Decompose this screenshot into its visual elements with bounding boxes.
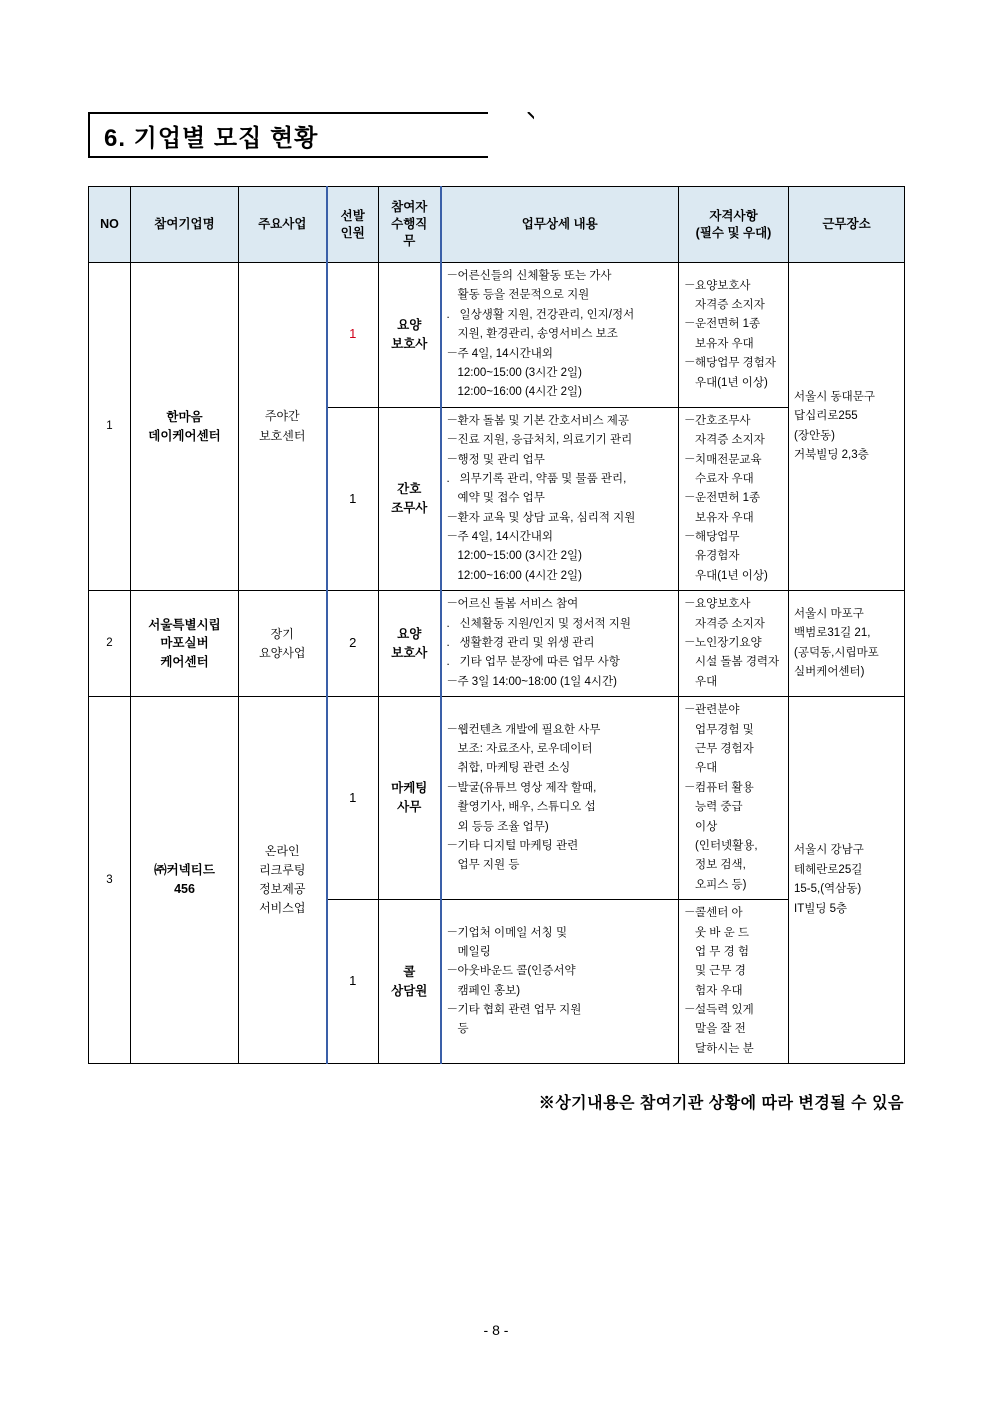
detail-text: 12:00~15:00 (3시간 2일) xyxy=(457,366,582,379)
cell-qualification xyxy=(679,407,789,591)
text-line: 보호사 xyxy=(391,645,428,660)
cell-company xyxy=(131,697,239,1064)
bullet-mark: . xyxy=(446,656,450,669)
text-line: 보호사 xyxy=(391,336,428,351)
cell-count: 1 xyxy=(327,900,379,1064)
bullet-mark: . xyxy=(446,637,450,650)
header-business: 주요사업 xyxy=(239,187,327,263)
qualification-list xyxy=(684,277,783,392)
detail-line xyxy=(684,1040,783,1058)
bullet-mark: － xyxy=(684,531,696,544)
detail-line xyxy=(447,489,674,507)
text-line: 마케팅 xyxy=(391,781,428,796)
detail-line xyxy=(684,451,783,469)
detail-text: 업무 지원 등 xyxy=(457,859,520,872)
bullet-mark: － xyxy=(446,839,458,852)
detail-line xyxy=(684,374,783,392)
detail-text: 기타 디지털 마케팅 관련 xyxy=(457,839,579,852)
detail-line xyxy=(447,982,674,1000)
bullet-mark: － xyxy=(684,781,696,794)
detail-line xyxy=(684,431,783,449)
detail-line xyxy=(447,856,674,874)
table-row xyxy=(89,697,905,900)
text-line: 보호센터 xyxy=(259,428,306,443)
detail-line xyxy=(684,943,783,961)
detail-text: 우대(1년 이상) xyxy=(695,376,768,389)
detail-line xyxy=(447,267,674,285)
detail-text: 신체활동 지원/인지 및 정서적 지원 xyxy=(459,617,631,630)
qualification-list xyxy=(684,412,783,586)
text-line: 요양 xyxy=(397,626,422,641)
company-name xyxy=(136,861,233,899)
cell-business xyxy=(239,697,327,1064)
detail-line xyxy=(684,489,783,507)
text-line: 장기 xyxy=(270,626,294,641)
detail-text: 발굴(유튜브 영상 제작 할때, xyxy=(457,781,597,794)
detail-text: 환자 교육 및 상담 교육, 심리적 지원 xyxy=(457,511,636,524)
detail-line xyxy=(447,470,674,488)
bullet-mark: － xyxy=(446,434,458,447)
business-name xyxy=(244,407,321,445)
title-corner-decoration xyxy=(488,112,534,158)
detail-text: 생활환경 관리 및 위생 관리 xyxy=(459,637,595,650)
detail-text: 요양보호사 xyxy=(695,279,751,292)
detail-text: 행정 및 관리 업무 xyxy=(457,453,545,466)
detail-line xyxy=(447,673,674,691)
detail-text: 말을 잘 전 xyxy=(695,1023,746,1036)
cell-place xyxy=(789,263,905,591)
text-line: 테헤란로25길 xyxy=(794,863,863,876)
qualification-list xyxy=(684,595,783,691)
detail-text: 어르신 돌봄 서비스 참여 xyxy=(457,598,579,611)
detail-line xyxy=(684,315,783,333)
detail-line xyxy=(447,779,674,797)
cell-duty xyxy=(379,407,441,591)
detail-text: 관련분야 xyxy=(695,704,740,717)
text-line: 서울특별시립 xyxy=(148,617,221,632)
detail-text: 수료자 우대 xyxy=(695,472,754,485)
detail-text: 예약 및 접수 업무 xyxy=(457,492,545,505)
text-line: 서비스업 xyxy=(259,901,306,916)
bullet-mark: － xyxy=(684,453,696,466)
place-address xyxy=(794,388,899,466)
detail-line xyxy=(447,653,674,671)
text-line: IT빌딩 5층 xyxy=(794,902,848,915)
cell-no: 2 xyxy=(89,591,131,697)
table-body xyxy=(89,263,905,1064)
footnote: ※상기내용은 참여기관 상황에 따라 변경될 수 있음 xyxy=(538,1095,904,1113)
detail-line xyxy=(684,470,783,488)
duty-name xyxy=(384,779,435,817)
detail-line xyxy=(684,759,783,777)
detail-line xyxy=(447,1020,674,1038)
bullet-mark: － xyxy=(684,704,696,717)
detail-line xyxy=(447,798,674,816)
table-header-row xyxy=(89,187,905,263)
cell-count: 1 xyxy=(327,263,379,408)
header-company: 참여기업명 xyxy=(131,187,239,263)
header-count: 선발 인원 xyxy=(327,187,379,263)
detail-text: 활동 등을 전문적으로 지원 xyxy=(457,289,590,302)
text-line: 조무사 xyxy=(391,500,428,515)
page-title: 6. 기업별 모집 현황 xyxy=(104,125,319,152)
detail-text: 자격증 소지자 xyxy=(695,299,765,312)
cell-qualification xyxy=(679,900,789,1064)
detail-line xyxy=(447,634,674,652)
bullet-mark: － xyxy=(446,781,458,794)
cell-place xyxy=(789,591,905,697)
cell-duty xyxy=(379,591,441,697)
detail-text: 외 등등 조율 업무) xyxy=(457,820,549,833)
detail-line xyxy=(447,325,674,343)
detail-line xyxy=(684,335,783,353)
detail-text: 설득력 있게 xyxy=(695,1004,754,1017)
bullet-mark: － xyxy=(446,1004,458,1017)
header-description: 업무상세 내용 xyxy=(441,187,679,263)
description-list xyxy=(447,721,674,875)
place-address xyxy=(794,841,899,919)
text-line: 온라인 xyxy=(264,843,300,858)
text-line: 리크루팅 xyxy=(259,863,306,878)
qualification-list xyxy=(684,701,783,894)
detail-text: 해당업무 경험자 xyxy=(695,357,776,370)
detail-text: 근무 경험자 xyxy=(695,742,754,755)
bullet-mark: . xyxy=(446,308,450,321)
detail-line xyxy=(447,364,674,382)
text-line: 15-5,(역삼동) xyxy=(794,883,862,896)
detail-text: 우대(1년 이상) xyxy=(695,569,768,582)
detail-line xyxy=(684,740,783,758)
text-line: 456 xyxy=(174,882,195,897)
detail-line xyxy=(684,547,783,565)
detail-line xyxy=(684,876,783,894)
cell-count: 2 xyxy=(327,591,379,697)
text-line: 콜 xyxy=(403,964,416,979)
description-list xyxy=(447,267,674,402)
detail-line xyxy=(684,818,783,836)
text-line: 한마음 xyxy=(166,409,203,424)
detail-text: 12:00~16:00 (4시간 2일) xyxy=(457,569,582,582)
cell-qualification xyxy=(679,591,789,697)
cell-duty xyxy=(379,263,441,408)
detail-text: 노인장기요양 xyxy=(695,637,762,650)
text-line: 요양 xyxy=(397,318,422,333)
bullet-mark: － xyxy=(446,723,458,736)
detail-line xyxy=(684,904,783,922)
detail-line xyxy=(447,1001,674,1019)
duty-name xyxy=(384,316,435,354)
cell-no: 3 xyxy=(89,697,131,1064)
cell-duty xyxy=(379,697,441,900)
text-line: 케어센터 xyxy=(160,655,209,670)
text-line: 주야간 xyxy=(264,409,300,424)
detail-text: 이상 xyxy=(695,820,718,833)
detail-line xyxy=(447,383,674,401)
business-name xyxy=(244,625,321,663)
table-row xyxy=(89,591,905,697)
text-line: 사무 xyxy=(397,800,422,815)
cell-description xyxy=(441,407,679,591)
detail-line xyxy=(684,982,783,1000)
bullet-mark: － xyxy=(684,907,696,920)
detail-text: 험자 우대 xyxy=(695,984,743,997)
detail-text: 기업처 이메일 서칭 및 xyxy=(457,926,568,939)
bullet-mark: － xyxy=(684,414,696,427)
company-name xyxy=(136,408,233,446)
detail-line xyxy=(447,924,674,942)
bullet-mark: － xyxy=(446,675,458,688)
duty-name xyxy=(384,480,435,518)
detail-text: 주 4일, 14시간내외 xyxy=(457,347,553,360)
bullet-mark: － xyxy=(684,357,696,370)
detail-line xyxy=(684,615,783,633)
text-line: 실버케어센터) xyxy=(794,666,865,679)
bullet-mark: － xyxy=(446,347,458,360)
text-line: (장안동) xyxy=(794,429,835,442)
detail-text: 지원, 환경관리, 송영서비스 보조 xyxy=(457,328,618,341)
detail-text: 12:00~16:00 (4시간 2일) xyxy=(457,386,582,399)
header-duty: 참여자 수행직 무 xyxy=(379,187,441,263)
bullet-mark: － xyxy=(446,511,458,524)
detail-text: (인터넷활용, xyxy=(695,839,758,852)
bullet-mark: － xyxy=(446,926,458,939)
page-number: - 8 - xyxy=(483,1322,509,1338)
detail-text: 능력 중급 xyxy=(695,801,743,814)
detail-text: 의무기록 관리, 약품 및 물품 관리, xyxy=(459,472,627,485)
text-line: 데이케어센터 xyxy=(148,428,221,443)
detail-line xyxy=(447,528,674,546)
detail-text: 등 xyxy=(457,1023,469,1036)
detail-text: 치매전문교육 xyxy=(695,453,762,466)
detail-line xyxy=(684,798,783,816)
detail-line xyxy=(447,547,674,565)
detail-text: 컴퓨터 활용 xyxy=(695,781,754,794)
detail-line xyxy=(684,653,783,671)
detail-text: 기타 업무 분장에 따른 업무 사항 xyxy=(459,656,620,669)
text-line: 마포실버 xyxy=(160,636,209,651)
detail-line xyxy=(684,354,783,372)
detail-line xyxy=(684,567,783,585)
business-name xyxy=(244,842,321,919)
duty-name xyxy=(384,625,435,663)
detail-line xyxy=(684,595,783,613)
detail-line xyxy=(447,943,674,961)
detail-text: 웹컨텐츠 개발에 필요한 사무 xyxy=(457,723,601,736)
header-qualification: 자격사항 (필수 및 우대) xyxy=(679,187,789,263)
header-no: NO xyxy=(89,187,131,263)
detail-text: 업무경험 및 xyxy=(695,723,754,736)
detail-line xyxy=(684,856,783,874)
text-line: 간호 xyxy=(397,482,422,497)
text-line: 거북빌딩 2,3층 xyxy=(794,449,869,462)
qualification-list xyxy=(684,904,783,1058)
company-name xyxy=(136,616,233,672)
detail-line xyxy=(447,740,674,758)
detail-text: 기타 협회 관련 업무 지원 xyxy=(457,1004,582,1017)
detail-text: 운전면허 1종 xyxy=(695,492,761,505)
detail-text: 우대 xyxy=(695,762,718,775)
detail-line xyxy=(684,837,783,855)
cell-description xyxy=(441,900,679,1064)
detail-line xyxy=(684,509,783,527)
detail-line xyxy=(447,818,674,836)
text-line: 서울시 강남구 xyxy=(794,844,864,857)
detail-text: 요양보호사 xyxy=(695,598,751,611)
detail-text: 캠페인 홍보) xyxy=(457,984,521,997)
detail-line xyxy=(447,431,674,449)
detail-text: 시설 돌봄 경력자 xyxy=(695,656,780,669)
detail-line xyxy=(447,595,674,613)
detail-text: 자격증 소지자 xyxy=(695,617,765,630)
bullet-mark: － xyxy=(684,598,696,611)
detail-text: 환자 돌봄 및 기본 간호서비스 제공 xyxy=(457,414,629,427)
detail-line xyxy=(684,962,783,980)
text-line: (공덕동,시립마포 xyxy=(794,646,879,659)
detail-text: 취합, 마케팅 관련 소싱 xyxy=(457,762,571,775)
detail-text: 자격증 소지자 xyxy=(695,434,765,447)
text-line: ㈜커넥티드 xyxy=(154,863,215,878)
detail-text: 아웃바운드 콜(인증서약 xyxy=(457,965,576,978)
cell-description xyxy=(441,263,679,408)
detail-text: 진료 지원, 응급처치, 의료기기 관리 xyxy=(457,434,633,447)
detail-line xyxy=(447,615,674,633)
cell-business xyxy=(239,591,327,697)
detail-line xyxy=(447,837,674,855)
detail-text: 우대 xyxy=(695,675,718,688)
detail-text: 간호조무사 xyxy=(695,414,751,427)
header-place: 근무장소 xyxy=(789,187,905,263)
cell-description xyxy=(441,591,679,697)
detail-text: 어른신들의 신체활동 또는 가사 xyxy=(457,270,612,282)
detail-line xyxy=(447,412,674,430)
bullet-mark: － xyxy=(446,965,458,978)
text-line: 백범로31길 21, xyxy=(794,627,871,640)
detail-line xyxy=(684,924,783,942)
text-line: 상담원 xyxy=(391,983,428,998)
detail-text: 촬영기사, 배우, 스튜디오 섭 xyxy=(457,801,596,814)
cell-business xyxy=(239,263,327,591)
detail-line xyxy=(684,721,783,739)
page-title-block xyxy=(88,112,904,168)
table-row xyxy=(89,263,905,408)
detail-text: 12:00~15:00 (3시간 2일) xyxy=(457,550,582,563)
detail-text: 일상생활 지원, 건강관리, 인지/정서 xyxy=(459,308,635,321)
cell-place xyxy=(789,697,905,1064)
cell-qualification xyxy=(679,263,789,408)
detail-line xyxy=(447,962,674,980)
detail-text: 주 4일, 14시간내외 xyxy=(457,531,553,544)
bullet-mark: － xyxy=(684,492,696,505)
detail-line xyxy=(684,412,783,430)
duty-name xyxy=(384,963,435,1001)
place-address xyxy=(794,605,899,683)
detail-text: 보유자 우대 xyxy=(695,511,754,524)
cell-qualification xyxy=(679,697,789,900)
text-line: 정보제공 xyxy=(259,882,306,897)
bullet-mark: － xyxy=(446,270,458,282)
detail-line xyxy=(447,451,674,469)
cell-company xyxy=(131,263,239,591)
detail-text: 보조: 자료조사, 로우데이터 xyxy=(457,742,593,755)
cell-company xyxy=(131,591,239,697)
detail-line xyxy=(447,759,674,777)
detail-line xyxy=(684,673,783,691)
detail-text: 및 근무 경 xyxy=(695,965,746,978)
bullet-mark: － xyxy=(684,1004,696,1017)
bullet-mark: . xyxy=(446,617,450,630)
detail-text: 달하시는 분 xyxy=(695,1042,754,1055)
bullet-mark: － xyxy=(684,318,696,331)
detail-line xyxy=(447,345,674,363)
detail-line xyxy=(447,509,674,527)
description-list xyxy=(447,595,674,691)
detail-line xyxy=(447,721,674,739)
detail-line xyxy=(447,567,674,585)
text-line: 답십리로255 xyxy=(794,410,858,423)
bullet-mark: － xyxy=(446,531,458,544)
bullet-mark: － xyxy=(446,414,458,427)
cell-no: 1 xyxy=(89,263,131,591)
bullet-mark: . xyxy=(446,472,450,485)
cell-description xyxy=(441,697,679,900)
detail-line xyxy=(684,1020,783,1038)
detail-text: 콜센터 아 xyxy=(695,907,743,920)
description-list xyxy=(447,924,674,1039)
bullet-mark: － xyxy=(446,598,458,611)
detail-line xyxy=(684,701,783,719)
detail-text: 주 3일 14:00~18:00 (1일 4시간) xyxy=(457,675,617,688)
detail-text: 운전면허 1종 xyxy=(695,318,761,331)
cell-duty xyxy=(379,900,441,1064)
cell-count: 1 xyxy=(327,407,379,591)
detail-line xyxy=(447,306,674,324)
bullet-mark: － xyxy=(684,279,696,292)
cell-count: 1 xyxy=(327,697,379,900)
text-line: 서울시 마포구 xyxy=(794,607,864,620)
text-line: 요양사업 xyxy=(259,645,306,660)
detail-text: 오피스 등) xyxy=(695,878,747,891)
text-line: 서울시 동대문구 xyxy=(794,390,875,403)
bullet-mark: － xyxy=(684,637,696,650)
detail-text: 보유자 우대 xyxy=(695,337,754,350)
detail-line xyxy=(684,277,783,295)
detail-text: 웃 바 운 드 xyxy=(695,926,750,939)
description-list xyxy=(447,412,674,586)
detail-text: 유경험자 xyxy=(695,550,740,563)
detail-line xyxy=(684,296,783,314)
detail-line xyxy=(684,1001,783,1019)
recruitment-table xyxy=(88,186,905,1064)
detail-line xyxy=(684,528,783,546)
detail-text: 해당업무 xyxy=(695,531,740,544)
detail-line xyxy=(684,634,783,652)
bullet-mark: － xyxy=(446,453,458,466)
detail-line xyxy=(447,286,674,304)
detail-line xyxy=(684,779,783,797)
detail-text: 정보 검색, xyxy=(695,859,746,872)
detail-text: 메일링 xyxy=(457,945,491,958)
detail-text: 업 무 경 험 xyxy=(695,945,750,958)
